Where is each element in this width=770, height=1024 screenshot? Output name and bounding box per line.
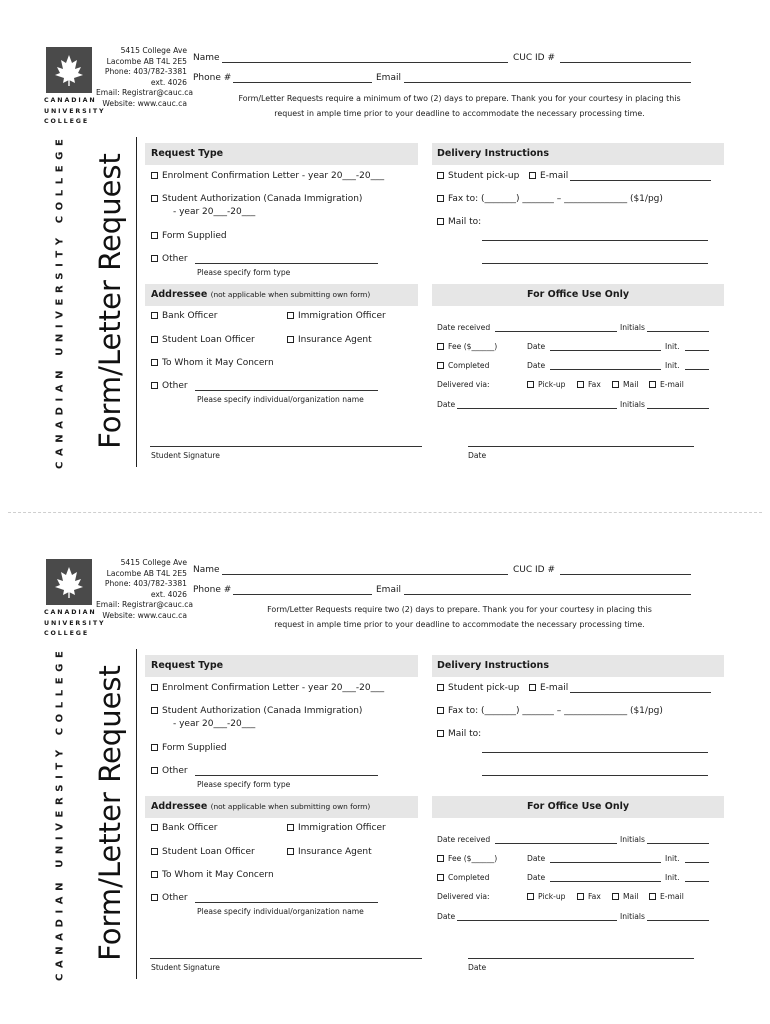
via-pickup-label: Pick-up <box>538 380 566 389</box>
cuc-id-label: CUC ID # <box>513 565 556 575</box>
addressee-note: (not applicable when submitting own form) <box>210 290 371 299</box>
checkbox[interactable] <box>151 767 158 774</box>
via-pickup-label: Pick-up <box>538 892 566 901</box>
immigration-officer-option[interactable] <box>287 311 386 321</box>
via-pickup-option[interactable] <box>527 892 565 901</box>
completed-option[interactable] <box>437 873 489 882</box>
fee-label: Fee ($______) <box>448 342 498 351</box>
checkbox[interactable] <box>437 874 444 881</box>
checkbox[interactable] <box>437 343 444 350</box>
address-website: Website: www.cauc.ca <box>102 610 187 620</box>
completed-label: Completed <box>448 873 490 882</box>
bank-officer-label: Bank Officer <box>162 311 218 321</box>
addressee-title <box>151 801 370 812</box>
other-addressee-hint: Please specify individual/organization name <box>197 907 364 916</box>
signature-label: Student Signature <box>151 451 220 460</box>
completed-option[interactable] <box>437 361 489 370</box>
bank-officer-label: Bank Officer <box>162 823 218 833</box>
bank-officer-option[interactable] <box>151 311 217 321</box>
completed-label: Completed <box>448 361 490 370</box>
checkbox[interactable] <box>151 195 158 202</box>
phone-field[interactable] <box>233 82 372 83</box>
maple-leaf-icon <box>46 559 92 605</box>
address-email: Email: Registrar@cauc.ca <box>96 600 194 610</box>
office-date-field[interactable] <box>457 920 617 921</box>
signature-date-label: Date <box>468 963 487 972</box>
address-email: Email: Registrar@cauc.ca <box>96 88 194 98</box>
checkbox[interactable] <box>151 232 158 239</box>
processing-notice <box>187 91 732 121</box>
addressee-title-text: Addressee <box>151 289 208 300</box>
completed-init-label: Init. <box>665 361 680 370</box>
address-city: Lacombe AB T4L 2E5 <box>106 56 187 66</box>
other-form-field[interactable] <box>195 263 378 264</box>
completed-date-field[interactable] <box>550 369 661 370</box>
signature-field[interactable] <box>150 446 422 447</box>
phone-label: Phone # <box>193 73 232 83</box>
checkbox[interactable] <box>287 312 294 319</box>
other-addressee-field[interactable] <box>195 390 378 391</box>
other-form-option[interactable] <box>151 254 188 264</box>
via-fax-label: Fax <box>588 892 601 901</box>
checkbox[interactable] <box>151 871 158 878</box>
address-street: 5415 College Ave <box>120 558 187 567</box>
checkbox[interactable] <box>151 824 158 831</box>
insurance-agent-label: Insurance Agent <box>298 335 372 345</box>
other-form-hint: Please specify form type <box>197 268 291 277</box>
completed-init-field[interactable] <box>685 881 709 882</box>
completed-init-field[interactable] <box>685 369 709 370</box>
email-delivery-option[interactable] <box>529 171 568 181</box>
enrolment-label: Enrolment Confirmation Letter - year 20___-20___ <box>162 171 385 181</box>
checkbox[interactable] <box>287 848 294 855</box>
fee-date-label: Date <box>527 854 546 863</box>
logo-word-1: CANADIAN <box>44 97 97 104</box>
fee-init-field[interactable] <box>685 350 709 351</box>
address-street: 5415 College Ave <box>120 46 187 55</box>
student-auth-year: - year 20___-20___ <box>173 207 256 217</box>
checkbox[interactable] <box>151 744 158 751</box>
logo-word-3: COLLEGE <box>44 118 90 125</box>
immigration-officer-label: Immigration Officer <box>298 311 386 321</box>
email-delivery-field[interactable] <box>570 692 711 693</box>
other-form-label: Other <box>162 766 188 776</box>
via-fax-option[interactable] <box>577 892 601 901</box>
initials-label: Initials <box>620 323 645 332</box>
date-received-label: Date received <box>437 835 491 844</box>
request-type-title: Request Type <box>151 660 224 671</box>
form-title: Form/Letter Request <box>93 153 127 449</box>
other-form-hint: Please specify form type <box>197 780 291 789</box>
vertical-college-name: CANADIAN UNIVERSITY COLLEGE <box>54 645 66 981</box>
college-logo <box>46 559 92 605</box>
form-supplied-option[interactable] <box>151 743 227 753</box>
via-email-option[interactable] <box>649 380 684 389</box>
checkbox[interactable] <box>151 894 158 901</box>
checkbox[interactable] <box>529 172 536 179</box>
vertical-college-name: CANADIAN UNIVERSITY COLLEGE <box>54 133 66 469</box>
to-whom-option[interactable] <box>151 358 274 368</box>
via-mail-option[interactable] <box>612 380 638 389</box>
checkbox[interactable] <box>612 381 619 388</box>
mail-label: Mail to: <box>448 217 482 227</box>
fee-init-label: Init. <box>665 854 680 863</box>
name-field[interactable] <box>222 62 508 63</box>
delivery-title: Delivery Instructions <box>437 148 549 159</box>
other-addressee-hint: Please specify individual/organization name <box>197 395 364 404</box>
form-copy-2 <box>0 512 770 1002</box>
initials-label: Initials <box>620 835 645 844</box>
checkbox[interactable] <box>527 381 534 388</box>
office-date-label: Date <box>437 912 456 921</box>
checkbox[interactable] <box>437 362 444 369</box>
other-form-field[interactable] <box>195 775 378 776</box>
checkbox[interactable] <box>437 730 444 737</box>
email-field[interactable] <box>404 594 691 595</box>
checkbox[interactable] <box>287 336 294 343</box>
pickup-option[interactable] <box>437 683 519 693</box>
immigration-officer-label: Immigration Officer <box>298 823 386 833</box>
insurance-agent-option[interactable] <box>287 847 372 857</box>
address-city: Lacombe AB T4L 2E5 <box>106 568 187 578</box>
via-mail-label: Mail <box>623 380 639 389</box>
address-phone: Phone: 403/782-3381 <box>104 67 187 77</box>
college-logo <box>46 47 92 93</box>
other-addressee-option[interactable] <box>151 893 188 903</box>
phone-label: Phone # <box>193 585 232 595</box>
enrolment-option[interactable] <box>151 683 384 693</box>
office-date-field[interactable] <box>457 408 617 409</box>
checkbox[interactable] <box>151 359 158 366</box>
enrolment-option[interactable] <box>151 171 384 181</box>
address-website: Website: www.cauc.ca <box>102 98 187 108</box>
loan-officer-option[interactable] <box>151 335 255 345</box>
to-whom-label: To Whom it May Concern <box>162 870 274 880</box>
via-fax-option[interactable] <box>577 380 601 389</box>
fee-label: Fee ($______) <box>448 854 498 863</box>
student-auth-option[interactable] <box>151 706 362 716</box>
student-auth-year: - year 20___-20___ <box>173 719 256 729</box>
signature-label: Student Signature <box>151 963 220 972</box>
delivery-title: Delivery Instructions <box>437 660 549 671</box>
fax-option[interactable] <box>437 194 663 204</box>
enrolment-label: Enrolment Confirmation Letter - year 20___-20___ <box>162 683 385 693</box>
address-phone: Phone: 403/782-3381 <box>104 579 187 589</box>
other-addressee-field[interactable] <box>195 902 378 903</box>
address-ext: ext. 4026 <box>150 77 187 87</box>
addressee-title-text: Addressee <box>151 801 208 812</box>
pickup-label: Student pick-up <box>448 683 520 693</box>
office-initials-field[interactable] <box>647 408 709 409</box>
fee-option[interactable] <box>437 342 497 351</box>
checkbox[interactable] <box>649 381 656 388</box>
checkbox[interactable] <box>151 336 158 343</box>
via-mail-option[interactable] <box>612 892 638 901</box>
logo-word-3: COLLEGE <box>44 630 90 637</box>
form-supplied-label: Form Supplied <box>162 743 227 753</box>
date-received-field[interactable] <box>495 843 617 844</box>
checkbox[interactable] <box>151 848 158 855</box>
office-initials-label: Initials <box>620 400 645 409</box>
checkbox[interactable] <box>151 255 158 262</box>
checkbox[interactable] <box>649 893 656 900</box>
via-mail-label: Mail <box>623 892 639 901</box>
fax-label: Fax to: (_______) _______ – ______________ ($1/pg) <box>448 194 663 204</box>
insurance-agent-label: Insurance Agent <box>298 847 372 857</box>
email-delivery-option[interactable] <box>529 683 568 693</box>
checkbox[interactable] <box>437 218 444 225</box>
pickup-label: Student pick-up <box>448 171 520 181</box>
form-copy-1 <box>0 0 770 490</box>
date-received-field[interactable] <box>495 331 617 332</box>
notice-line-2: request in ample time prior to your deadline to accommodate the necessary processing time. <box>274 109 645 118</box>
checkbox[interactable] <box>151 382 158 389</box>
student-auth-option[interactable] <box>151 194 362 204</box>
mail-label: Mail to: <box>448 729 482 739</box>
mail-address-line-1[interactable] <box>482 752 708 753</box>
other-form-label: Other <box>162 254 188 264</box>
insurance-agent-option[interactable] <box>287 335 372 345</box>
title-divider <box>136 137 137 467</box>
via-fax-label: Fax <box>588 380 601 389</box>
request-type-title: Request Type <box>151 148 224 159</box>
addressee-note: (not applicable when submitting own form) <box>210 802 371 811</box>
form-title: Form/Letter Request <box>93 665 127 961</box>
fax-label: Fax to: (_______) _______ – ______________ ($1/pg) <box>448 706 663 716</box>
checkbox[interactable] <box>151 312 158 319</box>
mail-address-line-2[interactable] <box>482 263 708 264</box>
office-use-title: For Office Use Only <box>527 801 630 812</box>
logo-word-2: UNIVERSITY <box>44 107 106 115</box>
checkbox[interactable] <box>287 824 294 831</box>
phone-field[interactable] <box>233 594 372 595</box>
checkbox[interactable] <box>437 855 444 862</box>
checkbox[interactable] <box>437 195 444 202</box>
checkbox[interactable] <box>437 707 444 714</box>
via-email-option[interactable] <box>649 892 684 901</box>
immigration-officer-option[interactable] <box>287 823 386 833</box>
name-label: Name <box>193 565 220 575</box>
fee-init-field[interactable] <box>685 862 709 863</box>
checkbox[interactable] <box>151 707 158 714</box>
office-initials-field[interactable] <box>647 920 709 921</box>
cuc-id-field[interactable] <box>560 574 691 575</box>
checkbox[interactable] <box>529 684 536 691</box>
delivered-via-label: Delivered via: <box>437 380 490 389</box>
signature-date-field[interactable] <box>468 446 694 447</box>
name-label: Name <box>193 53 220 63</box>
office-use-title: For Office Use Only <box>527 289 630 300</box>
email-field[interactable] <box>404 82 691 83</box>
address-ext: ext. 4026 <box>150 589 187 599</box>
college-address <box>96 558 194 622</box>
to-whom-label: To Whom it May Concern <box>162 358 274 368</box>
pickup-option[interactable] <box>437 171 519 181</box>
form-supplied-label: Form Supplied <box>162 231 227 241</box>
fee-option[interactable] <box>437 854 497 863</box>
other-form-option[interactable] <box>151 766 188 776</box>
mail-address-line-1[interactable] <box>482 240 708 241</box>
loan-officer-label: Student Loan Officer <box>162 335 255 345</box>
checkbox[interactable] <box>151 684 158 691</box>
college-address <box>96 46 194 110</box>
email-delivery-label: E-mail <box>540 683 569 693</box>
student-auth-label: Student Authorization (Canada Immigration) <box>162 706 363 716</box>
notice-line-2: request in ample time prior to your deadline to accommodate the necessary processing time. <box>274 620 645 629</box>
other-addressee-label: Other <box>162 381 188 391</box>
email-label: Email <box>376 73 401 83</box>
email-label: Email <box>376 585 401 595</box>
student-auth-label: Student Authorization (Canada Immigration) <box>162 194 363 204</box>
office-initials-label: Initials <box>620 912 645 921</box>
checkbox[interactable] <box>577 381 584 388</box>
other-addressee-option[interactable] <box>151 381 188 391</box>
cuc-id-field[interactable] <box>560 62 691 63</box>
email-delivery-label: E-mail <box>540 171 569 181</box>
logo-word-1: CANADIAN <box>44 609 97 616</box>
fee-date-field[interactable] <box>550 862 661 863</box>
checkbox[interactable] <box>437 684 444 691</box>
via-email-label: E-mail <box>660 892 684 901</box>
checkbox[interactable] <box>527 893 534 900</box>
title-divider <box>136 649 137 979</box>
delivered-via-label: Delivered via: <box>437 892 490 901</box>
logo-word-2: UNIVERSITY <box>44 619 106 627</box>
cuc-id-label: CUC ID # <box>513 53 556 63</box>
via-email-label: E-mail <box>660 380 684 389</box>
completed-date-field[interactable] <box>550 881 661 882</box>
via-pickup-option[interactable] <box>527 380 565 389</box>
initials-field[interactable] <box>647 331 709 332</box>
to-whom-option[interactable] <box>151 870 274 880</box>
addressee-title <box>151 289 370 300</box>
name-field[interactable] <box>222 574 508 575</box>
initials-field[interactable] <box>647 843 709 844</box>
notice-line-1: Form/Letter Requests require a minimum of two (2) days to prepare. Thank you for your courtesy in placing this <box>238 94 681 103</box>
form-supplied-option[interactable] <box>151 231 227 241</box>
signature-date-field[interactable] <box>468 958 694 959</box>
signature-date-label: Date <box>468 451 487 460</box>
checkbox[interactable] <box>437 172 444 179</box>
maple-leaf-icon <box>46 47 92 93</box>
bank-officer-option[interactable] <box>151 823 217 833</box>
office-date-label: Date <box>437 400 456 409</box>
other-addressee-label: Other <box>162 893 188 903</box>
completed-date-label: Date <box>527 361 546 370</box>
processing-notice <box>187 602 732 632</box>
loan-officer-label: Student Loan Officer <box>162 847 255 857</box>
mail-address-line-2[interactable] <box>482 775 708 776</box>
fax-option[interactable] <box>437 706 663 716</box>
checkbox[interactable] <box>612 893 619 900</box>
email-delivery-field[interactable] <box>570 180 711 181</box>
notice-line-1: Form/Letter Requests require two (2) days to prepare. Thank you for your courtesy in placing this <box>267 605 652 614</box>
fee-date-label: Date <box>527 342 546 351</box>
signature-field[interactable] <box>150 958 422 959</box>
date-received-label: Date received <box>437 323 491 332</box>
completed-date-label: Date <box>527 873 546 882</box>
completed-init-label: Init. <box>665 873 680 882</box>
fee-init-label: Init. <box>665 342 680 351</box>
loan-officer-option[interactable] <box>151 847 255 857</box>
checkbox[interactable] <box>151 172 158 179</box>
mail-option[interactable] <box>437 217 481 227</box>
fee-date-field[interactable] <box>550 350 661 351</box>
mail-option[interactable] <box>437 729 481 739</box>
checkbox[interactable] <box>577 893 584 900</box>
